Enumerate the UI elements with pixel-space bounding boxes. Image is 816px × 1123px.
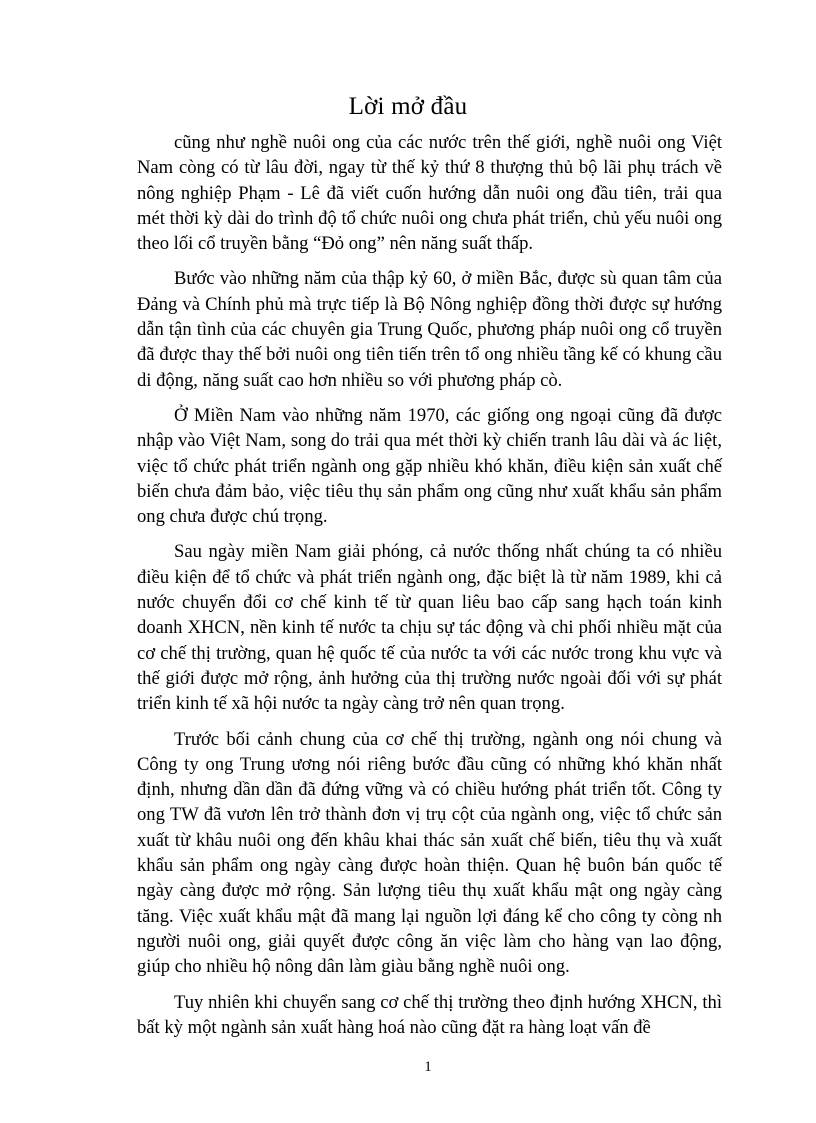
- paragraph-2: Bước vào những năm của thập kỷ 60, ở miền Bắc, được sù quan tâm của Đảng và Chính phủ mà trực tiếp là Bộ Nông nghiệp đồng thời được sự hướng dẫn tận tình của các chuyên gia Trung Quốc, phương pháp nuôi ong cổ truyền đã được thay thế bởi nuôi ong tiên tiến trên tổ ong nhiều tầng kế có khung cầu di động, năng suất cao hơn nhiều so với phương pháp cò.: [137, 268, 722, 391]
- paragraph-3: Ở Miền Nam vào những năm 1970, các giống ong ngoại cũng đã được nhập vào Việt Nam, song do trải qua mét thời kỳ chiến tranh lâu dài và ác liệt, việc tổ chức phát triển ngành ong gặp nhiều khó khăn, điều kiện sản xuất chế biến chưa đảm bảo, việc tiêu thụ sản phẩm ong cũng như xuất khẩu sản phẩm ong chưa được chú trọng.: [137, 404, 722, 528]
- paragraph-5: Trước bối cảnh chung của cơ chế thị trường, ngành ong nói chung và Công ty ong Trung ương nói riêng bước đầu cũng có những khó khăn nhất định, nhưng dần dần đã đứng vững và có chiều hướng phát triển tốt. Công ty ong TW đã vươn lên trở thành đơn vị trụ cột của ngành ong, việc tổ chức sản xuất từ khâu nuôi ong đến khâu khai thác sản xuất chế biến, tiêu thụ và xuất khẩu sản phẩm ong ngày càng được hoàn thiện. Quan hệ buôn bán quốc tế ngày càng được mở rộng. Sản lượng tiêu thụ xuất khẩu mật ong ngày càng tăng. Việc xuất khẩu mật đã mang lại nguồn lợi đáng kể cho công ty còng nh người nuôi ong, giải quyết được công ăn việc làm cho hàng vạn lao động, giúp cho nhiều hộ nông dân làm giàu bằng nghề nuôi ong.: [137, 728, 722, 978]
- page-number: 1: [424, 1059, 432, 1075]
- paragraph-1: cũng như nghề nuôi ong của các nước trên thế giới, nghề nuôi ong Việt Nam còng có từ lâu đời, ngay từ thế kỷ thứ 8 thượng thủ bộ lãi phụ trách về nông nghiệp Phạm - Lê đã viết cuốn hướng dẫn nuôi ong đầu tiên, trải qua mét thời kỳ dài do trình độ tổ chức nuôi ong chưa phát triển, chủ yếu nuôi ong theo lối cổ truyền bằng “Đỏ ong” nên năng suất thấp.: [137, 132, 722, 255]
- paragraph-6: Tuy nhiên khi chuyển sang cơ chế thị trường theo định hướng XHCN, thì bất kỳ một ngành sản xuất hàng hoá nào cũng đặt ra hàng loạt vấn đề: [137, 991, 722, 1038]
- paragraph-4: Sau ngày miền Nam giải phóng, cả nước thống nhất chúng ta có nhiều điều kiện để tổ chức và phát triển ngành ong, đặc biệt là từ năm 1989, khi cả nước chuyển đổi cơ chế kinh tế từ quan liêu bao cấp sang hạch toán kinh doanh XHCN, nền kinh tế nước ta chịu sự tác động và chi phối nhiều mặt của cơ chế thị trường, quan hệ quốc tế của nước ta với các nước trong khu vực và thế giới được mở rộng, ảnh hưởng của thị trường nước ngoài đối với sự phát triển kinh tế xã hội nước ta ngày càng trở nên quan trọng.: [137, 541, 722, 715]
- document-title: Lời mở đầu: [348, 93, 468, 120]
- document-body: [137, 130, 722, 1050]
